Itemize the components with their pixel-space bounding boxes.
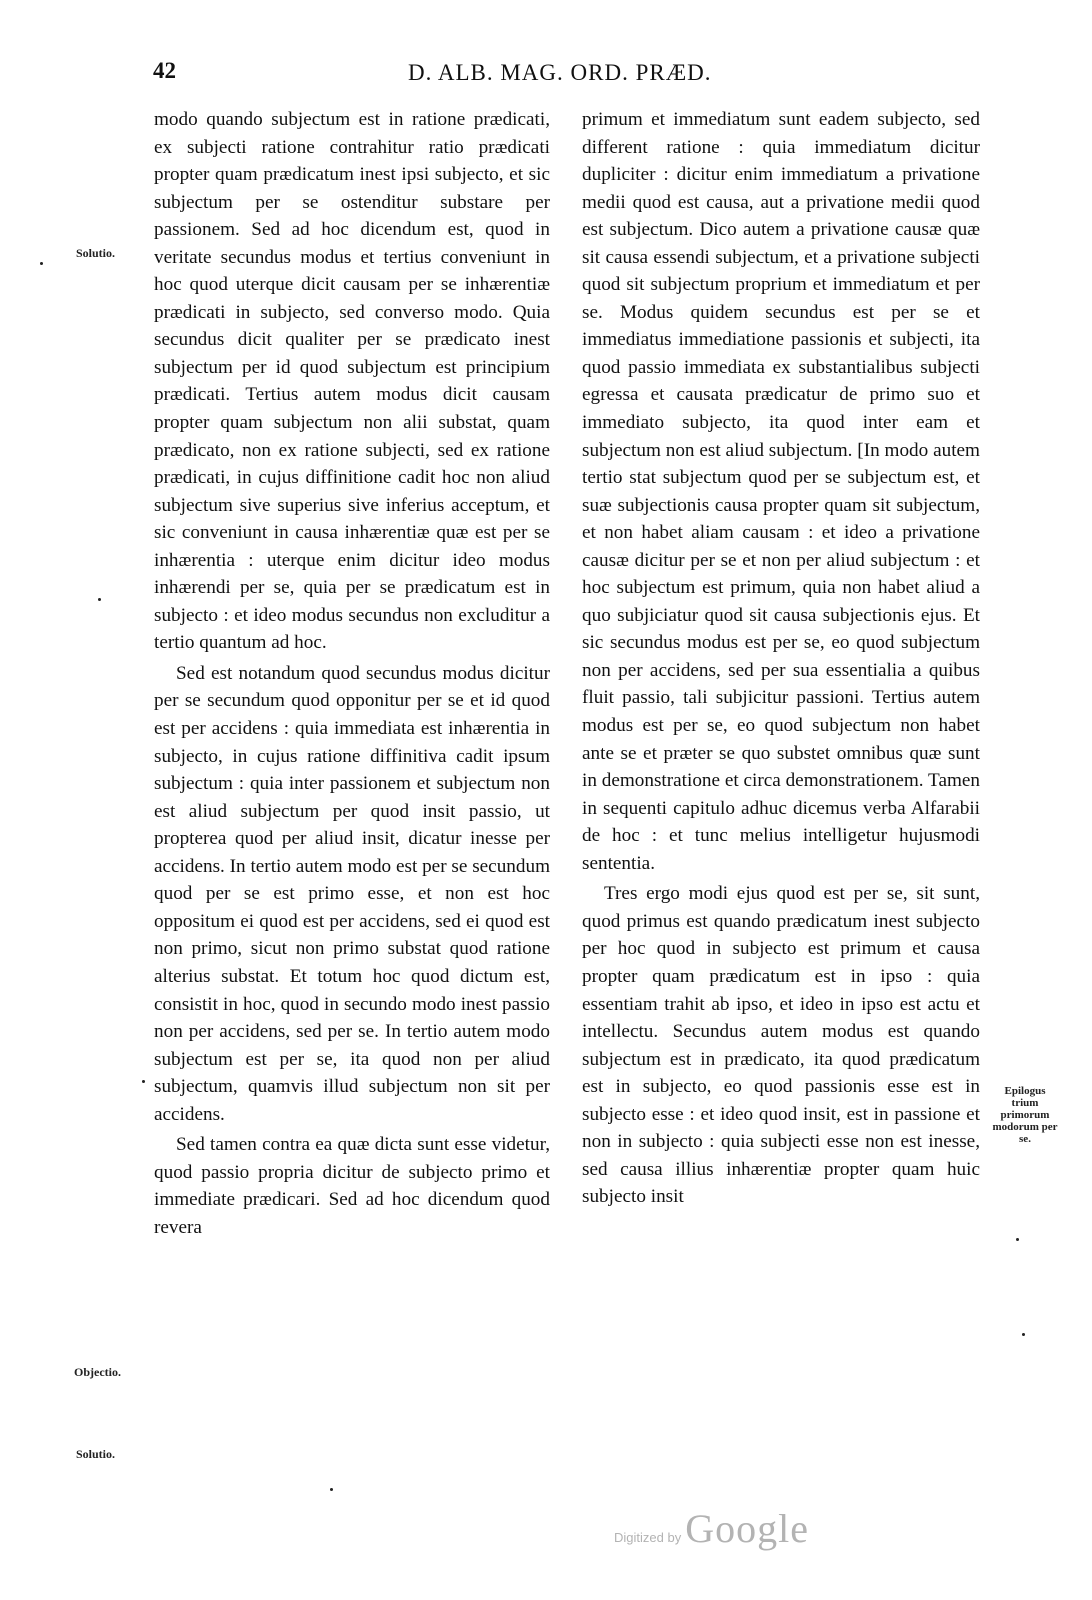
left-column bbox=[154, 106, 550, 1241]
right-paragraph-2: Tres ergo modi ejus quod est per se, sit sunt, quod primus est quando prædicatum inest subjecto per hoc quod in subjecto est primum et causa propter quam prædicatum est in ipso : quia essentiam trahit ab ipso, et ideo in ipso est actu et intellectu. Secundus autem modus est quando subjectum est in prædicato, ita quod prædicatum est in subjecto, eo quod passionis esse est in subjecto esse : et ideo quod insit, est in passione et non in subjecto : quia subjecti esse non est inesse, sed causa illius inhærentiæ propter quam huic subjecto insit bbox=[582, 883, 980, 1208]
margin-note-solutio: Solutio. bbox=[76, 246, 116, 260]
print-speck bbox=[40, 262, 43, 265]
margin-note-epilogus: Epilogus trium primorum modorum per se. bbox=[992, 1085, 1058, 1145]
print-speck bbox=[330, 1488, 333, 1491]
right-column bbox=[582, 106, 980, 1211]
running-head: D. ALB. MAG. ORD. PRÆD. bbox=[408, 60, 712, 85]
margin-note-solutio-2: Solutio. bbox=[76, 1447, 116, 1461]
google-logo: Google bbox=[685, 1506, 809, 1551]
left-paragraph-2: Sed est notandum quod secundus modus dicitur per se secundum quod opponitur per se et id quod est per accidens : quia immediata est inhærentia in subjecto, in cujus ratione diffinitiva cadit ipsum subjectum : quia inter passionem et subjectum non est aliud subjectum per quod insit passio, ut propterea quod per aliud insit, dicatur inesse per accidens. In tertio autem modo est per se secundum quod per se est primo esse, et non est hoc oppositum ei quod est per accidens, sed ei quod est non primo, sicut non primo substat quod ratione alterius substat. Et totum hoc quod dictum est, consistit in hoc, quod in secundo modo inest passio non per accidens, sed per se. In tertio autem modo subjectum est per se, ita quod non per aliud subjectum, quamvis illud subjectum non sit per accidens. bbox=[154, 662, 550, 1125]
print-speck bbox=[1022, 1333, 1025, 1336]
margin-note-objectio: Objectio. bbox=[74, 1365, 121, 1379]
print-speck bbox=[1016, 1238, 1019, 1241]
page-number: 42 bbox=[153, 58, 176, 83]
print-speck bbox=[142, 1080, 145, 1083]
watermark-caption: Digitized by bbox=[614, 1530, 682, 1545]
left-paragraph-1: modo quando subjectum est in ratione prædicati, ex subjecti ratione contrahitur ratio prædicati propter quam prædicatum inest ipsi subjecto, et sic subjectum per se ostenditur substare per passionem. Sed ad hoc dicendum est, quod in veritate secundus modus et tertius conveniunt in hoc quod uterque dicit causam per se inhærentiæ prædicati in subjecto, sed converso modo. Quia secundus dicit qualiter per se prædicato inest subjectum per id quod subjectum est principium prædicati. Tertius autem modus dicit causam propter quam subjectum non alii substat, quam prædicato, non ex ratione subjecti, sed ex ratione prædicati, in cujus diffinitione cadit hoc non aliud subjectum sive superius sive inferius acceptum, et sic conveniunt in causa inhærentiæ quæ est per se inhærentia : uterque enim dicitur ideo modus inhærendi per se, quia per se prædicatum est in subjecto : et ideo modus secundus non excluditur a tertio quantum ad hoc. bbox=[154, 109, 550, 654]
right-paragraph-1: primum et immediatum sunt eadem subjecto, sed different ratione : quia immediatum dicitur dupliciter : dicitur enim immediatum a privatione medii quod est causa, aut a privatione medii quod est subjectum. Dico autem a privatione causæ quæ sit causa essendi subjectum, et a privatione subjecti quod sit subjectum proprium et immediatum et per se. Modus quidem secundus est per se et immediatus immediatione passionis et subjecti, ita quod passio immediata ex substantialibus subjecti egressa et causata prædicatur de primo suo et immediato subjecto, ita quod inter eam et subjectum non est aliud subjectum. [In modo autem tertio stat subjectum quod per se subjectum est, et suæ subjectionis causa propter quam sit subjectum, et non habet aliam causam : et ideo a privatione causæ dicitur per se et non per aliud subjectum : et hoc subjectum est primum, quia non habet aliud a quo subjiciatur quod sit causa subjectionis ejus. Et sic secundus modus est per se, eo quod subjectum non per accidens, sed per sua essentialia a quibus fluit passio, tali subjicitur passioni. Tertius autem modus est per se, eo quod subjectum non habet ante se et præter se quo substet omnibus quæ sunt in demonstratione et circa demonstrationem. Tamen in sequenti capitulo adhuc dicemus verba Alfarabii de hoc : et tunc melius intelligetur hujusmodi sententia. bbox=[582, 109, 980, 874]
left-paragraph-3: Sed tamen contra ea quæ dicta sunt esse videtur, quod passio propria dicitur de subjecto primo et immediate prædicari. Sed ad hoc dicendum quod revera bbox=[154, 1134, 550, 1238]
print-speck bbox=[98, 598, 101, 601]
digitized-watermark bbox=[614, 1505, 809, 1552]
